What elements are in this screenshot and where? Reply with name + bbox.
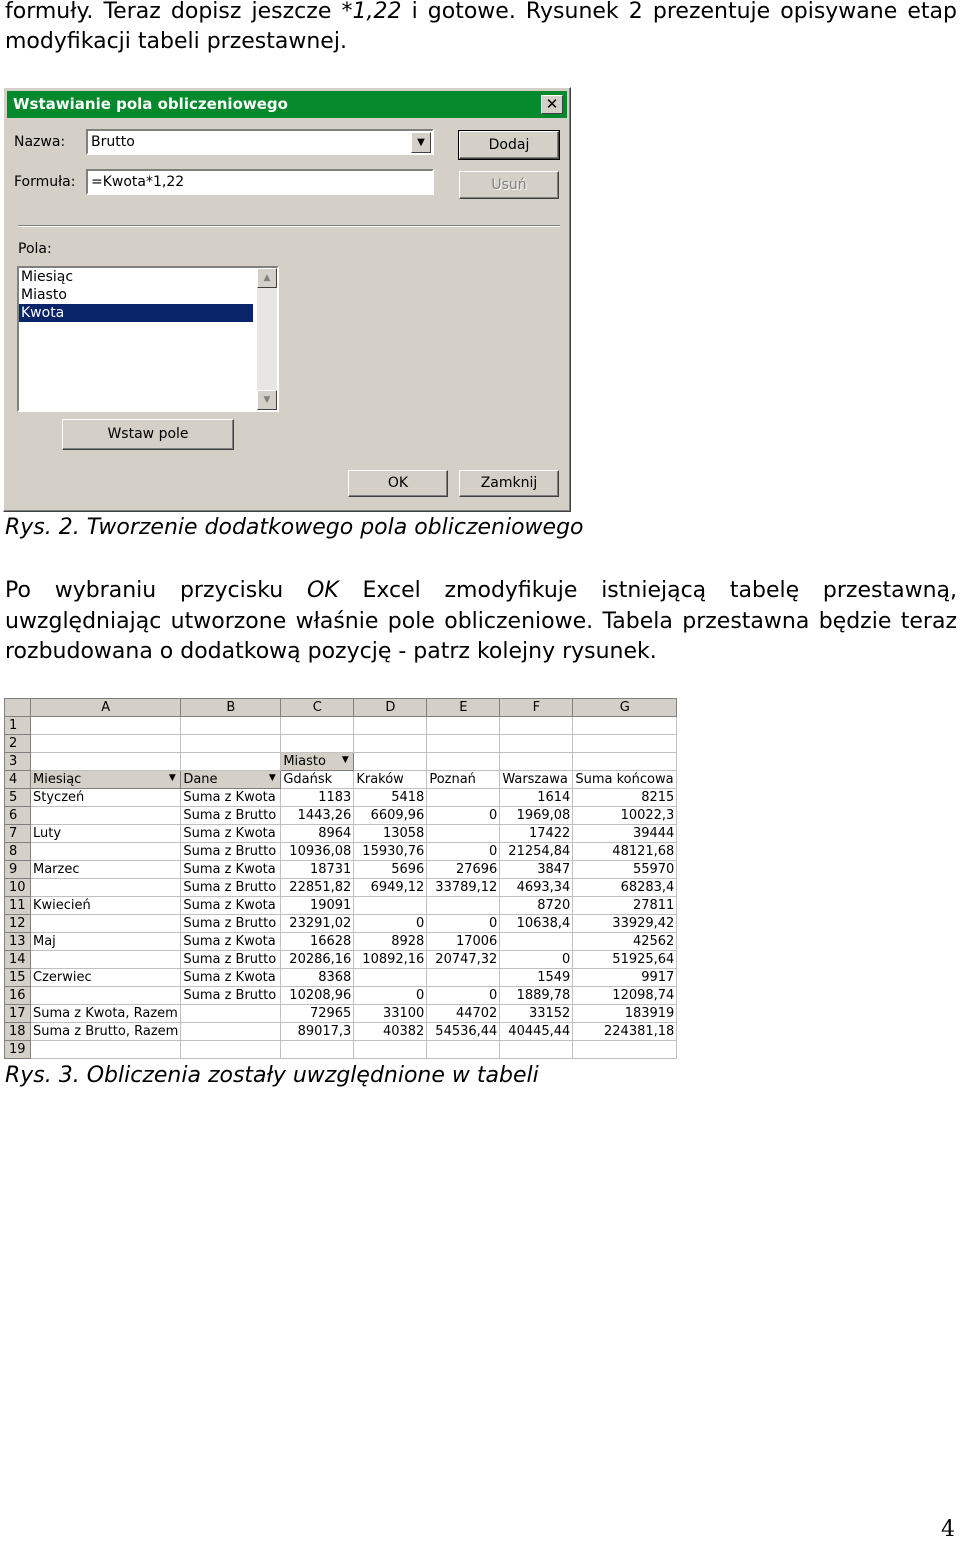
table-row — [5, 987, 677, 1005]
table-cell[interactable]: 40382 — [354, 1023, 427, 1041]
table-cell[interactable]: Suma z Brutto — [181, 987, 281, 1005]
table-cell[interactable]: 1889,78 — [500, 987, 573, 1005]
row-header[interactable]: 9 — [5, 861, 31, 879]
table-cell[interactable]: 54536,44 — [427, 1023, 500, 1041]
table-cell[interactable]: 1969,08 — [500, 807, 573, 825]
table-cell[interactable]: 9917 — [573, 969, 677, 987]
body-line-1 — [5, 576, 957, 606]
row-header[interactable]: 18 — [5, 1023, 31, 1041]
dialog-titlebar — [7, 91, 567, 118]
table-cell[interactable] — [573, 1041, 677, 1059]
table-cell[interactable]: Suma z Brutto — [181, 807, 281, 825]
intro-line-2: modyfikacji tabeli przestawnej. — [5, 29, 347, 54]
table-cell[interactable]: 16628 — [281, 933, 354, 951]
column-header-f[interactable]: F — [500, 699, 573, 717]
field-item-kwota[interactable]: Kwota — [19, 304, 253, 322]
table-cell[interactable] — [181, 753, 281, 771]
table-cell[interactable]: Maj — [31, 933, 181, 951]
intro-emphasis: *1,22 — [341, 0, 402, 24]
table-row — [5, 735, 677, 753]
table-row — [5, 843, 677, 861]
pivot-field-button[interactable] — [281, 753, 354, 771]
table-cell[interactable]: 12098,74 — [573, 987, 677, 1005]
table-cell[interactable]: 8964 — [281, 825, 354, 843]
divider — [18, 225, 560, 227]
table-cell[interactable]: 10936,08 — [281, 843, 354, 861]
body-text-b: Excel zmodyfikuje istniejącą tabelę przestawną, — [338, 578, 957, 603]
figure-3-caption: Rys. 3. Obliczenia zostały uwzględnione w tabeli — [5, 1063, 539, 1088]
table-cell[interactable] — [31, 1041, 181, 1059]
close-icon[interactable]: ✕ — [541, 95, 563, 114]
table-cell[interactable]: 0 — [427, 843, 500, 861]
table-cell[interactable] — [573, 717, 677, 735]
pivot-field-label: Miesiąc — [33, 772, 82, 787]
table-cell[interactable]: 10892,16 — [354, 951, 427, 969]
table-cell[interactable]: 1443,26 — [281, 807, 354, 825]
chevron-down-icon[interactable]: ▼ — [411, 132, 431, 153]
close-button[interactable]: Zamknij — [459, 470, 559, 497]
table-cell[interactable]: Suma końcowa — [573, 771, 677, 789]
scroll-up-icon[interactable]: ▲ — [257, 268, 277, 288]
table-row — [5, 825, 677, 843]
table-cell[interactable]: 23291,02 — [281, 915, 354, 933]
table-cell[interactable]: 3847 — [500, 861, 573, 879]
ok-button[interactable]: OK — [348, 470, 448, 497]
table-cell[interactable] — [181, 1005, 281, 1023]
pivot-field-button[interactable] — [181, 771, 281, 789]
table-cell[interactable]: 55970 — [573, 861, 677, 879]
row-header[interactable]: 12 — [5, 915, 31, 933]
table-cell[interactable]: 15930,76 — [354, 843, 427, 861]
table-cell[interactable]: 17006 — [427, 933, 500, 951]
table-cell[interactable]: Suma z Kwota — [181, 969, 281, 987]
table-row — [5, 969, 677, 987]
table-cell[interactable] — [427, 735, 500, 753]
pivot-table-sheet — [4, 698, 677, 1059]
delete-button[interactable]: Usuń — [459, 171, 559, 199]
table-row — [5, 771, 677, 789]
dialog-title: Wstawianie pola obliczeniowego — [13, 95, 288, 113]
table-cell[interactable] — [500, 735, 573, 753]
table-cell[interactable]: Suma z Brutto — [181, 843, 281, 861]
table-cell[interactable] — [181, 1041, 281, 1059]
table-cell[interactable]: 33152 — [500, 1005, 573, 1023]
table-cell[interactable]: Styczeń — [31, 789, 181, 807]
table-cell[interactable]: 1549 — [500, 969, 573, 987]
name-label: Nazwa: — [14, 134, 66, 150]
chevron-down-icon[interactable]: ▼ — [268, 773, 276, 783]
column-header-a[interactable]: A — [31, 699, 181, 717]
table-cell[interactable] — [181, 717, 281, 735]
table-cell[interactable]: Warszawa — [500, 771, 573, 789]
table-row — [5, 1041, 677, 1059]
row-header[interactable]: 5 — [5, 789, 31, 807]
row-header[interactable]: 8 — [5, 843, 31, 861]
table-cell[interactable]: Kwiecień — [31, 897, 181, 915]
table-cell[interactable]: Suma z Kwota, Razem — [31, 1005, 181, 1023]
intro-text-b: i gotowe. Rysunek 2 prezentuje opisywane etap — [401, 0, 957, 24]
table-cell[interactable]: 4693,34 — [500, 879, 573, 897]
table-cell[interactable] — [31, 915, 181, 933]
row-header[interactable]: 11 — [5, 897, 31, 915]
table-cell[interactable]: 89017,3 — [281, 1023, 354, 1041]
body-line-2: uwzględniając utworzone właśnie pole obliczeniowe. Tabela przestawna będzie teraz — [5, 609, 957, 634]
table-cell[interactable]: 183919 — [573, 1005, 677, 1023]
table-cell[interactable]: 22851,82 — [281, 879, 354, 897]
table-row — [5, 807, 677, 825]
table-cell[interactable]: 20747,32 — [427, 951, 500, 969]
insert-field-button[interactable]: Wstaw pole — [62, 419, 234, 450]
table-row — [5, 915, 677, 933]
table-cell[interactable] — [427, 717, 500, 735]
table-cell[interactable]: 68283,4 — [573, 879, 677, 897]
row-header[interactable]: 4 — [5, 771, 31, 789]
name-combobox[interactable] — [86, 129, 434, 155]
formula-input[interactable]: =Kwota*1,22 — [86, 169, 434, 195]
list-scrollbar[interactable] — [257, 268, 277, 410]
table-cell[interactable]: 10638,4 — [500, 915, 573, 933]
table-cell[interactable] — [427, 789, 500, 807]
row-header[interactable]: 6 — [5, 807, 31, 825]
table-cell[interactable]: 33929,42 — [573, 915, 677, 933]
table-cell[interactable] — [31, 879, 181, 897]
table-cell[interactable]: 18731 — [281, 861, 354, 879]
table-cell[interactable] — [354, 717, 427, 735]
body-line-3: rozbudowana o dodatkową pozycję - patrz kolejny rysunek. — [5, 639, 657, 664]
table-cell[interactable] — [500, 717, 573, 735]
table-cell[interactable]: Suma z Kwota — [181, 861, 281, 879]
field-item-miesiac[interactable]: Miesiąc — [21, 269, 74, 285]
row-header[interactable]: 14 — [5, 951, 31, 969]
body-emphasis: OK — [306, 578, 339, 603]
table-cell[interactable]: 13058 — [354, 825, 427, 843]
row-header[interactable]: 19 — [5, 1041, 31, 1059]
table-cell[interactable] — [31, 753, 181, 771]
table-cell[interactable]: Suma z Kwota — [181, 825, 281, 843]
column-header-c[interactable]: C — [281, 699, 354, 717]
column-header-g[interactable]: G — [573, 699, 677, 717]
table-cell[interactable]: 33789,12 — [427, 879, 500, 897]
insert-calculated-field-dialog — [3, 87, 571, 512]
table-row — [5, 789, 677, 807]
table-cell[interactable] — [281, 1041, 354, 1059]
table-cell[interactable]: 1183 — [281, 789, 354, 807]
body-text-a: Po wybraniu przycisku — [5, 578, 307, 603]
table-cell[interactable]: Suma z Brutto — [181, 915, 281, 933]
table-cell[interactable] — [427, 1041, 500, 1059]
table-cell[interactable] — [31, 987, 181, 1005]
table-cell[interactable]: Czerwiec — [31, 969, 181, 987]
table-cell[interactable]: 27811 — [573, 897, 677, 915]
row-header[interactable]: 17 — [5, 1005, 31, 1023]
table-cell[interactable]: 6609,96 — [354, 807, 427, 825]
table-row — [5, 861, 677, 879]
figure-2-caption: Rys. 2. Tworzenie dodatkowego pola obliczeniowego — [5, 515, 584, 540]
table-cell[interactable]: 5696 — [354, 861, 427, 879]
add-button[interactable]: Dodaj — [459, 131, 559, 159]
table-cell[interactable]: Kraków — [354, 771, 427, 789]
name-value: Brutto — [91, 134, 135, 150]
table-cell[interactable]: 33100 — [354, 1005, 427, 1023]
table-cell[interactable]: 0 — [500, 951, 573, 969]
table-row — [5, 879, 677, 897]
row-header[interactable]: 16 — [5, 987, 31, 1005]
table-cell[interactable] — [31, 951, 181, 969]
table-cell[interactable]: Luty — [31, 825, 181, 843]
table-cell[interactable] — [573, 753, 677, 771]
column-header-e[interactable]: E — [427, 699, 500, 717]
table-cell[interactable]: 10022,3 — [573, 807, 677, 825]
table-cell[interactable]: 72965 — [281, 1005, 354, 1023]
formula-label: Formuła: — [14, 174, 76, 190]
chevron-down-icon[interactable]: ▼ — [341, 755, 349, 765]
table-cell[interactable] — [354, 753, 427, 771]
table-cell[interactable]: 1614 — [500, 789, 573, 807]
table-cell[interactable]: 8720 — [500, 897, 573, 915]
fields-label: Pola: — [18, 241, 52, 257]
column-header-b[interactable]: B — [181, 699, 281, 717]
table-cell[interactable]: Marzec — [31, 861, 181, 879]
table-cell[interactable]: Gdańsk — [281, 771, 354, 789]
column-header-d[interactable]: D — [354, 699, 427, 717]
table-cell[interactable] — [573, 735, 677, 753]
table-cell[interactable] — [500, 933, 573, 951]
table-cell[interactable]: Poznań — [427, 771, 500, 789]
table-cell[interactable]: Suma z Kwota — [181, 789, 281, 807]
table-cell[interactable]: 27696 — [427, 861, 500, 879]
table-row — [5, 1005, 677, 1023]
table-row — [5, 951, 677, 969]
table-cell[interactable] — [500, 1041, 573, 1059]
table-cell[interactable] — [31, 807, 181, 825]
table-cell[interactable] — [427, 753, 500, 771]
row-header[interactable]: 10 — [5, 879, 31, 897]
table-cell[interactable]: 51925,64 — [573, 951, 677, 969]
table-cell[interactable]: 10208,96 — [281, 987, 354, 1005]
table-row — [5, 717, 677, 735]
table-cell[interactable] — [181, 735, 281, 753]
table-cell[interactable] — [31, 843, 181, 861]
table-cell[interactable]: 20286,16 — [281, 951, 354, 969]
table-cell[interactable] — [181, 1023, 281, 1041]
table-cell[interactable]: 8928 — [354, 933, 427, 951]
column-header-row — [5, 699, 677, 717]
table-cell[interactable]: Suma z Kwota — [181, 933, 281, 951]
table-cell[interactable] — [354, 735, 427, 753]
table-cell[interactable]: 8368 — [281, 969, 354, 987]
chevron-down-icon[interactable]: ▼ — [168, 773, 176, 783]
table-cell[interactable]: 21254,84 — [500, 843, 573, 861]
table-cell[interactable] — [31, 717, 181, 735]
table-cell[interactable] — [500, 753, 573, 771]
table-cell[interactable]: 0 — [427, 915, 500, 933]
table-cell[interactable] — [354, 897, 427, 915]
table-cell[interactable]: 17422 — [500, 825, 573, 843]
table-cell[interactable]: 44702 — [427, 1005, 500, 1023]
table-cell[interactable]: 8215 — [573, 789, 677, 807]
table-cell[interactable]: 5418 — [354, 789, 427, 807]
select-all-corner[interactable] — [5, 699, 31, 717]
row-header[interactable]: 13 — [5, 933, 31, 951]
row-header[interactable]: 3 — [5, 753, 31, 771]
field-item-miasto[interactable]: Miasto — [21, 287, 67, 303]
table-cell[interactable]: 0 — [354, 987, 427, 1005]
table-cell[interactable]: Suma z Kwota — [181, 897, 281, 915]
table-row — [5, 753, 677, 771]
table-cell[interactable]: Suma z Brutto — [181, 879, 281, 897]
table-row — [5, 933, 677, 951]
table-cell[interactable]: 0 — [354, 915, 427, 933]
table-cell[interactable] — [354, 969, 427, 987]
intro-line-1 — [5, 0, 957, 27]
table-cell[interactable] — [427, 825, 500, 843]
table-cell[interactable]: 0 — [427, 807, 500, 825]
intro-text-a: formuły. Teraz dopisz jeszcze — [5, 0, 342, 24]
table-cell[interactable] — [281, 735, 354, 753]
pivot-field-label: Miasto — [283, 754, 326, 769]
pivot-field-button[interactable] — [31, 771, 181, 789]
table-cell[interactable]: 40445,44 — [500, 1023, 573, 1041]
table-cell[interactable]: 6949,12 — [354, 879, 427, 897]
row-header[interactable]: 7 — [5, 825, 31, 843]
table-cell[interactable] — [354, 1041, 427, 1059]
row-header[interactable]: 2 — [5, 735, 31, 753]
page-number: 4 — [941, 1517, 955, 1542]
row-header[interactable]: 15 — [5, 969, 31, 987]
table-cell[interactable]: 19091 — [281, 897, 354, 915]
row-header[interactable]: 1 — [5, 717, 31, 735]
table-cell[interactable] — [281, 717, 354, 735]
scroll-down-icon[interactable]: ▼ — [257, 390, 277, 410]
fields-listbox[interactable] — [17, 266, 279, 412]
table-row — [5, 1023, 677, 1041]
table-cell[interactable]: Suma z Brutto, Razem — [31, 1023, 181, 1041]
table-cell[interactable]: 0 — [427, 987, 500, 1005]
pivot-field-label: Dane — [183, 772, 218, 787]
table-cell[interactable]: 39444 — [573, 825, 677, 843]
table-cell[interactable]: 224381,18 — [573, 1023, 677, 1041]
table-cell[interactable] — [427, 969, 500, 987]
table-cell[interactable] — [427, 897, 500, 915]
table-cell[interactable] — [31, 735, 181, 753]
table-cell[interactable]: 48121,68 — [573, 843, 677, 861]
table-row — [5, 897, 677, 915]
table-cell[interactable]: Suma z Brutto — [181, 951, 281, 969]
table-cell[interactable]: 42562 — [573, 933, 677, 951]
